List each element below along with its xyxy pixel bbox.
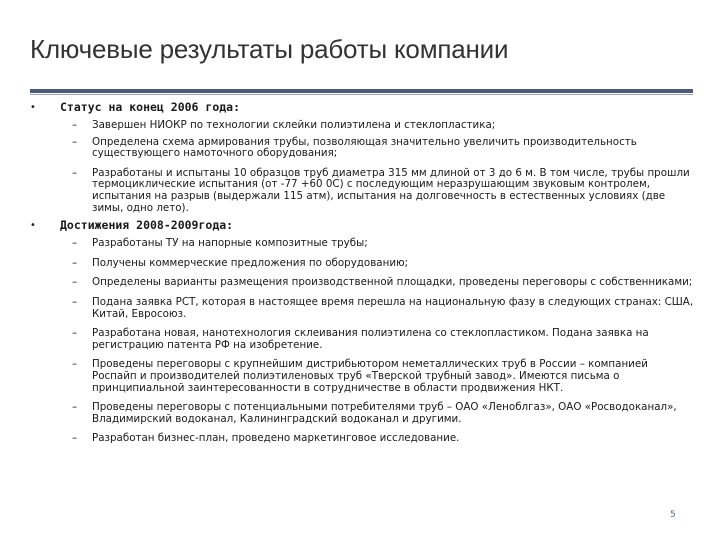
list-item-text: Получены коммерческие предложения по оборудованию; [92, 256, 409, 269]
dash: – [72, 327, 78, 340]
bullet: • [30, 220, 36, 232]
dash: – [72, 276, 78, 289]
dash: – [72, 295, 78, 308]
page-title: Ключевые результаты работы компании [30, 34, 509, 64]
list-item [72, 256, 695, 270]
list-item [72, 276, 695, 289]
slide-content [30, 100, 695, 445]
dash: – [72, 401, 78, 414]
section-heading: Достижения 2008-2009года: [60, 218, 234, 233]
list-item-text: Разработан бизнес-план, проведено маркетинговое исследование. [92, 432, 460, 445]
section-heading: Статус на конец 2006 года: [60, 100, 241, 114]
list-item [72, 237, 695, 250]
list-item [72, 119, 695, 132]
list-item [72, 401, 695, 425]
section-achievements-2008-2009 [30, 218, 695, 445]
bullet: • [30, 102, 36, 113]
list-item-text: Подана заявка РСТ, которая в настоящее время перешла на национальную фазу в следующих странах: США, Китай, Евросоюз. [92, 295, 694, 320]
title-divider-thin [30, 94, 693, 95]
list-item-text: Разработаны ТУ на напорные композитные трубы; [92, 237, 368, 250]
list-item-text: Определены варианты размещения производственной площадки, проведены переговоры с собственниками; [92, 276, 693, 289]
page-number: 5 [670, 510, 676, 520]
list-item [72, 432, 695, 445]
list-item-text: Определена схема армирования трубы, позволяющая значительно увеличить производительность существующего намоточного оборудования; [92, 135, 637, 160]
list-item [72, 295, 695, 320]
list-item [72, 327, 695, 351]
dash: – [72, 237, 78, 250]
list-item-text: Проведены переговоры с потенциальными потребителями труб – ОАО «Леноблгаз», ОАО «Росводоканал», Владимирский водоканал, Калининградский водоканал и другими. [92, 401, 677, 425]
list-item-text: Проведены переговоры с крупнейшим дистрибьютором неметаллических труб в России – компанией Роспайп и производителей полиэтиленовых труб «Тверской трубный завод». Имеются письма о принципиальной заинтересованности в сотрудничестве в области продвижения НКТ. [92, 358, 648, 394]
dash: – [72, 135, 78, 148]
list-item-text: Разработана новая, нанотехнология склеивания полиэтилена со стеклопластиком. Подана заявка на регистрацию патента РФ на изобретение. [92, 327, 649, 351]
list-item [72, 166, 695, 214]
list-item-text: Разработаны и испытаны 10 образцов труб диаметра 315 мм длиной от 3 до 6 м. В том числе, трубы прошли термоциклические испытания (от -77 +60 0С) с последующим неразрушающим звуковым контролем, испытания на разрыв (выдержали 115 атм), испытания на долговечность в естественных условиях (две зимы, одно лето). [92, 166, 690, 214]
list-item [72, 135, 695, 160]
section-status-2006 [30, 100, 695, 214]
list-item [72, 358, 695, 394]
dash: – [72, 119, 78, 131]
dash: – [72, 166, 78, 179]
dash: – [72, 432, 78, 445]
dash: – [72, 358, 78, 371]
title-divider [30, 89, 693, 93]
list-item-text: Завершен НИОКР по технологии склейки полиэтилена и стеклопластика; [92, 119, 496, 131]
dash: – [72, 256, 78, 269]
